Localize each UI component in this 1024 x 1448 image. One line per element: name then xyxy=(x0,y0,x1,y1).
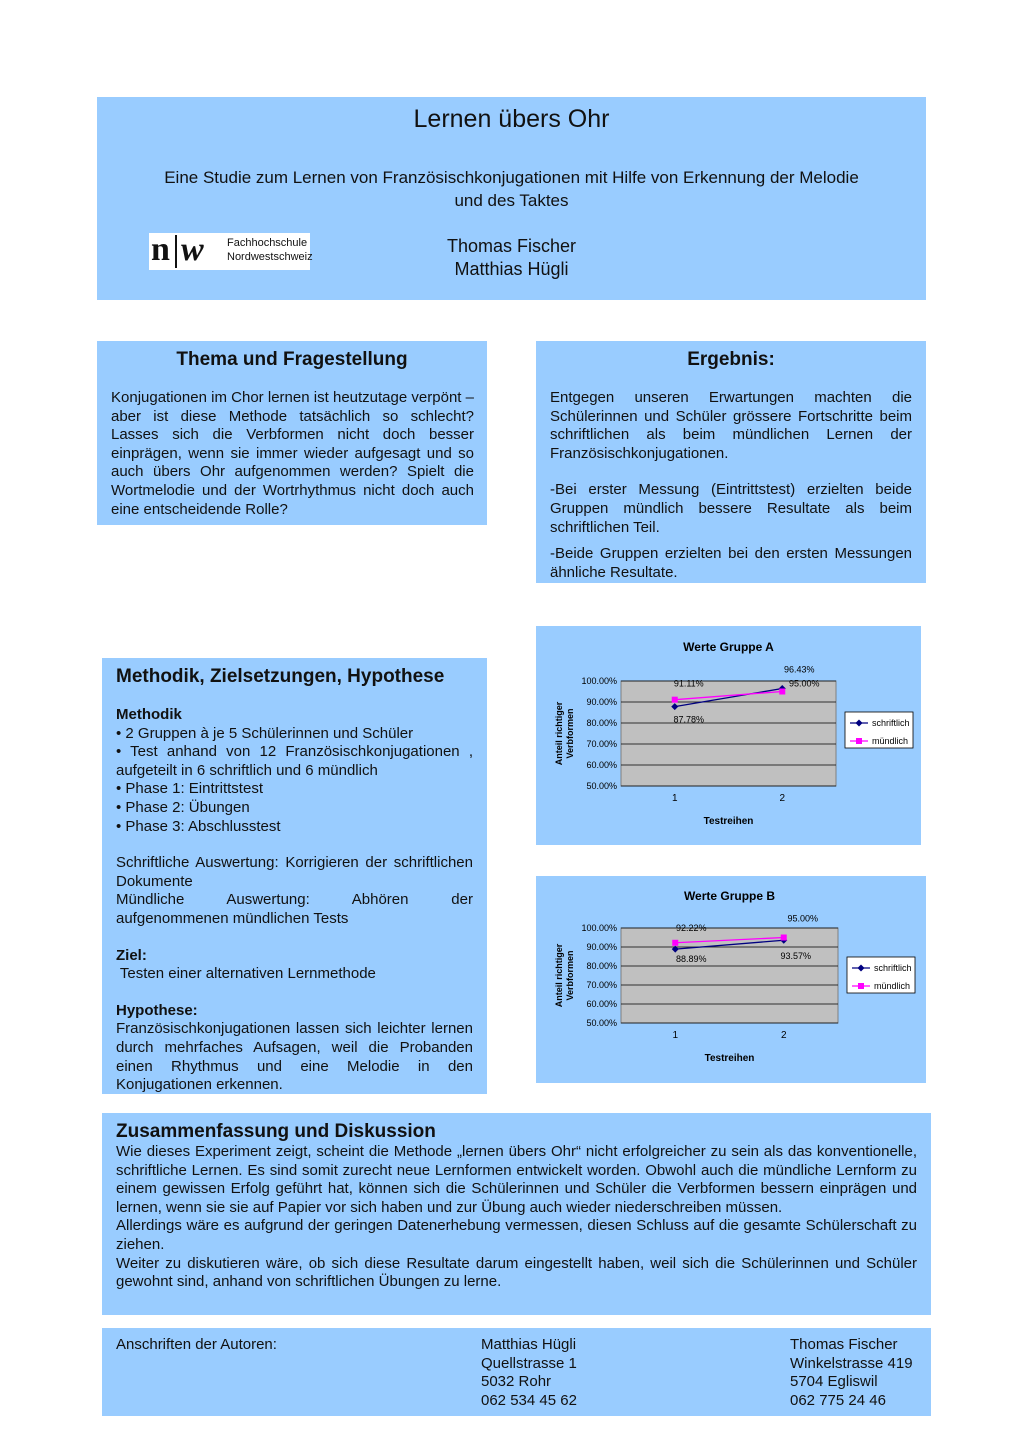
x-tick-label: 1 xyxy=(672,1030,679,1041)
address-line: Winkelstrasse 419 xyxy=(790,1354,913,1372)
thema-body: Konjugationen im Chor lernen ist heutzutage verpönt – aber ist diese Methode tatsächlich so schlecht? Lasses sich die Verbformen nicht doch besser einprägen, wenn sie immer wieder aufgesagt und so auch übers Ohr aufgenommen werden? Spielt die Wortmelodie und der Wortrhythmus nicht doch auch eine entscheidende Rolle? xyxy=(111,389,474,518)
zusammenfassung-p3: Weiter zu diskutieren wäre, ob sich diese Resultate darum eingestellt haben, weil sich die Schülerinnen und Schüler gewohnt sind, anhand von schriftlichen Übungen zu lerne. xyxy=(116,1254,917,1291)
y-tick-label: 50.00% xyxy=(586,1018,617,1028)
ergebnis-p2: -Bei erster Messung (Eintrittstest) erzielten beide Gruppen mündlich bessere Resultate als beim schriftlichen Teil. xyxy=(550,481,912,536)
auswertung-muendlich: Mündliche Auswertung: Abhören der aufgenommenen mündlichen Tests xyxy=(116,891,473,927)
x-tick-label: 2 xyxy=(780,1030,787,1041)
chart-gruppe-b xyxy=(536,876,926,1083)
address-line: 062 534 45 62 xyxy=(481,1391,577,1409)
legend-marker xyxy=(858,983,864,989)
logo-text-line2: Nordwestschweiz xyxy=(227,251,313,263)
zusammenfassung-panel xyxy=(102,1113,931,1315)
logo-mark-w: w xyxy=(181,231,204,268)
zusammenfassung-heading: Zusammenfassung und Diskussion xyxy=(116,1121,436,1142)
address-huegli xyxy=(481,1336,577,1410)
y-tick-label: 70.00% xyxy=(586,980,617,990)
y-axis-label-line: Anteil richtiger xyxy=(554,943,564,1008)
legend-entry: schriftlich xyxy=(874,963,912,973)
zusammenfassung-p2: Allerdings wäre es aufgrund der geringen Datenerhebung vermessen, diesen Schluss auf die gesamte Schülerschaft zu ziehen. xyxy=(116,1217,917,1253)
y-tick-label: 80.00% xyxy=(586,718,617,728)
legend-entry: schriftlich xyxy=(872,718,910,728)
y-tick-label: 70.00% xyxy=(586,739,617,749)
address-line: 5704 Egliswil xyxy=(790,1373,878,1391)
poster-subtitle-line2: und des Taktes xyxy=(454,191,569,210)
address-line: Thomas Fischer xyxy=(790,1336,898,1353)
y-tick-label: 60.00% xyxy=(586,760,617,770)
ziel-subheading: Ziel: xyxy=(116,946,147,964)
x-axis-label: Testreihen xyxy=(704,1053,755,1064)
poster-subtitle-line1: Eine Studie zum Lernen von Französischkonjugationen mit Hilfe von Erkennung der Melodie xyxy=(164,168,859,187)
header-panel xyxy=(97,97,926,300)
author-2: Matthias Hügli xyxy=(454,259,569,279)
y-tick-label: 80.00% xyxy=(586,961,617,971)
data-label: 87.78% xyxy=(673,714,705,725)
address-line: Matthias Hügli xyxy=(481,1336,577,1353)
methodik-bullet: • 2 Gruppen à je 5 Schülerinnen und Schüler xyxy=(116,724,414,742)
methodik-bullet: • Phase 3: Abschlusstest xyxy=(116,817,281,835)
data-point xyxy=(672,697,678,703)
x-axis-label: Testreihen xyxy=(703,816,754,827)
anschriften-panel xyxy=(102,1328,931,1416)
data-label: 96.43% xyxy=(783,664,815,675)
methodik-panel xyxy=(102,658,487,1094)
y-axis-label-line: Anteil richtiger xyxy=(554,701,564,766)
y-axis-label-line: Verbformen xyxy=(565,708,575,759)
data-point xyxy=(781,935,787,941)
plot-area xyxy=(621,678,836,786)
y-tick-label: 100.00% xyxy=(581,923,617,933)
y-tick-label: 100.00% xyxy=(581,676,617,686)
legend-marker xyxy=(856,738,862,744)
ergebnis-body xyxy=(550,389,912,582)
plot-area xyxy=(621,928,838,1023)
logo-mark-n: n xyxy=(151,231,170,268)
legend-entry: mündlich xyxy=(874,981,911,991)
y-tick-label: 50.00% xyxy=(586,781,617,791)
author-1: Thomas Fischer xyxy=(446,236,577,256)
ergebnis-p3: -Beide Gruppen erzielten bei den ersten Messungen ähnliche Resultate. xyxy=(550,545,912,581)
hypothese-text: Französischkonjugationen lassen sich leichter lernen durch mehrfaches Aufsagen, weil die Probanden einen Rhythmus und eine Melodie in den Konjugationen erkennen. xyxy=(116,1020,473,1094)
zusammenfassung-body xyxy=(116,1143,917,1292)
data-label: 92.22% xyxy=(675,922,707,933)
anschriften-label: Anschriften der Autoren: xyxy=(116,1336,277,1353)
x-tick-label: 2 xyxy=(779,793,786,804)
chart-gruppe-b-panel xyxy=(536,876,926,1083)
thema-heading: Thema und Fragestellung xyxy=(176,349,408,370)
data-label: 91.11% xyxy=(673,678,704,689)
chart-title: Werte Gruppe B xyxy=(683,889,776,903)
address-line: 5032 Rohr xyxy=(481,1373,552,1391)
y-tick-label: 90.00% xyxy=(586,942,617,952)
y-axis-label-line: Verbformen xyxy=(565,950,575,1001)
y-tick-label: 90.00% xyxy=(586,697,617,707)
chart-gruppe-a-panel xyxy=(536,626,921,845)
address-line: Quellstrasse 1 xyxy=(481,1354,577,1372)
zusammenfassung-p1: Wie dieses Experiment zeigt, scheint die Methode „lernen übers Ohr“ nicht erfolgreicher zu sein als das konventionelle, schriftliche Lernen. Es sind somit zurecht neue Lernformen entwickelt worden. Obwohl auch die mündliche Lernform zu einem gewissen Erfolg geführt hat, können sich die Schülerinnen und Schüler die Verbformen bessern einprägen und lernen, wenn sie sie auf Papier vor sich haben und zur Übung auch wieder niederschreiben müssen. xyxy=(116,1143,917,1216)
methodik-bullet: • Test anhand von 12 Französischkonjugationen , aufgeteilt in 6 schriftlich und 6 mündlich xyxy=(116,743,473,779)
address-line: 062 775 24 46 xyxy=(790,1391,886,1409)
data-label: 93.57% xyxy=(780,951,812,962)
address-fischer xyxy=(790,1336,913,1410)
auswertung-schriftlich: Schriftliche Auswertung: Korrigieren der schriftlichen Dokumente xyxy=(116,854,473,890)
ziel-text: Testen einer alternativen Lernmethode xyxy=(116,965,376,983)
methodik-heading: Methodik, Zielsetzungen, Hypothese xyxy=(116,666,445,687)
y-axis-label xyxy=(554,701,575,765)
y-axis-label xyxy=(554,943,575,1007)
data-label: 95.00% xyxy=(787,913,819,924)
ergebnis-panel xyxy=(536,341,926,583)
data-point xyxy=(672,940,678,946)
y-tick-label: 60.00% xyxy=(586,999,617,1009)
logo-text-line1: Fachhochschule xyxy=(227,237,308,249)
ergebnis-p1: Entgegen unseren Erwartungen machten die Schülerinnen und Schüler grössere Fortschritte beim schriftlichen als beim mündlichen Lernen der Französischkonjugationen. xyxy=(550,389,912,462)
chart-gruppe-a xyxy=(536,626,921,845)
chart-title: Werte Gruppe A xyxy=(683,640,774,654)
thema-panel xyxy=(97,341,487,525)
data-point xyxy=(779,689,785,695)
methodik-bullet: • Phase 1: Eintrittstest xyxy=(116,780,263,798)
methodik-bullet: • Phase 2: Übungen xyxy=(116,798,250,816)
legend-entry: mündlich xyxy=(872,736,909,746)
data-label: 95.00% xyxy=(788,678,820,689)
x-tick-label: 1 xyxy=(671,793,678,804)
hypothese-subheading: Hypothese: xyxy=(116,1001,198,1019)
methodik-subheading: Methodik xyxy=(116,706,182,723)
ergebnis-heading: Ergebnis: xyxy=(687,349,775,370)
data-label: 88.89% xyxy=(675,954,707,965)
poster-title: Lernen übers Ohr xyxy=(413,105,610,133)
methodik-body xyxy=(116,706,473,1095)
